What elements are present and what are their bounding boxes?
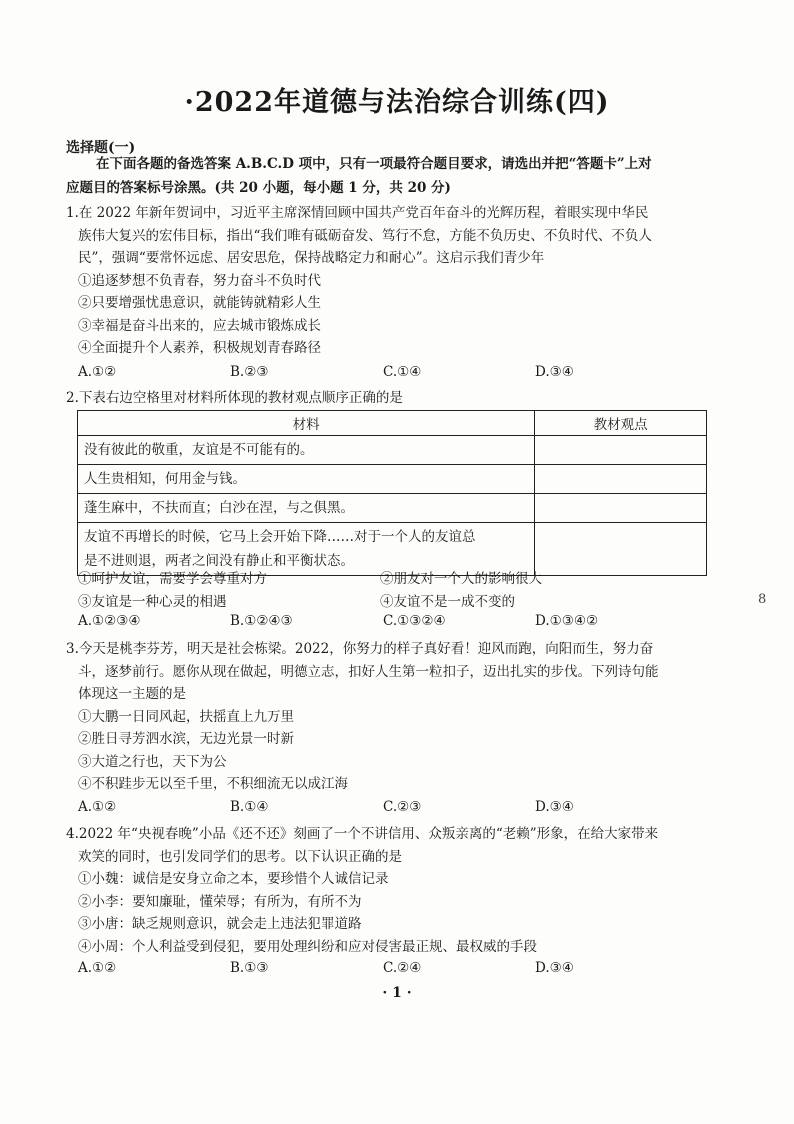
- table-header: 教材观点: [535, 411, 707, 436]
- answer-options: [78, 799, 678, 821]
- answer-options: [78, 364, 678, 386]
- question-1: [66, 202, 716, 360]
- option-a: A.①②: [78, 364, 117, 380]
- option-d: D.③④: [535, 364, 574, 380]
- option-c: C.②④: [383, 960, 422, 976]
- question-2: [66, 387, 716, 410]
- option-a: A.①②③④: [78, 613, 141, 629]
- question-stem-line: 3.今天是桃李芬芳，明天是社会栋梁。2022，你努力的样子真好看！迎风而跑，向阳而生，努力奋: [66, 641, 654, 657]
- instruction-line: 应题目的答案标号涂黑。(共 20 小题，每小题 1 分，共 20 分): [66, 180, 451, 196]
- table-cell: 蓬生麻中，不扶而直；白沙在涅，与之俱黑。: [78, 494, 535, 523]
- answer-options: [78, 960, 678, 982]
- question-stem-line: 1.在 2022 年新年贺词中，习近平主席深情回顾中国共产党百年奋斗的光辉历程，着眼实现中华民: [66, 205, 649, 221]
- table-header-row: [78, 411, 707, 436]
- table-cell: 人生贵相知，何用金与钱。: [78, 465, 535, 494]
- table-header: 材料: [78, 411, 535, 436]
- statement-item: ①大鹏一日同风起，扶摇直上九万里: [78, 708, 294, 725]
- statement-item: ③大道之行也，天下为公: [78, 753, 227, 770]
- question-3: [66, 638, 716, 796]
- question-stem-line: 族伟大复兴的宏伟目标，指出“我们唯有砥砺奋发、笃行不怠，方能不负历史、不负时代、不负人: [78, 227, 652, 244]
- option-b: B.①②④③: [230, 613, 293, 629]
- option-b: B.①③: [230, 960, 269, 976]
- statement-item: ③幸福是奋斗出来的，应去城市锻炼成长: [78, 317, 321, 334]
- option-c: C.①④: [383, 364, 422, 380]
- option-d: D.③④: [535, 799, 574, 815]
- option-c: C.①③②④: [383, 613, 446, 629]
- option-b: B.①④: [230, 799, 269, 815]
- table-cell-line: 友谊不再增长的时候，它马上会开始下降……对于一个人的友谊总: [84, 529, 476, 545]
- margin-mark: 8: [758, 592, 767, 607]
- statement-item: ①小魏：诚信是安身立命之本，要珍惜个人诚信记录: [78, 871, 389, 887]
- table-cell: 没有彼此的敬重，友谊是不可能有的。: [78, 436, 535, 465]
- statement-item: ①追逐梦想不负青春，努力奋斗不负时代: [78, 272, 321, 289]
- table-cell-line: 是不进则退，两者之间没有静止和平衡状态。: [84, 553, 354, 569]
- statement-item: ②只要增强忧患意识，就能铸就精彩人生: [78, 295, 321, 311]
- statement-row: [78, 567, 698, 589]
- statement-row: [78, 590, 698, 612]
- material-table: [77, 410, 707, 576]
- question-stem-line: 2.下表右边空格里对材料所体现的教材观点顺序正确的是: [66, 390, 403, 406]
- table-row: [78, 465, 707, 494]
- option-d: D.③④: [535, 960, 574, 976]
- statement-item: ③友谊是一种心灵的相遇: [78, 594, 227, 610]
- question-stem-line: 体现这一主题的是: [78, 686, 186, 702]
- statement-item: ②小李：要知廉耻，懂荣辱；有所为，有所不为: [78, 893, 362, 910]
- instructions: [66, 152, 716, 200]
- answer-blank[interactable]: [535, 436, 707, 465]
- question-4: [66, 823, 716, 958]
- question-stem-line: 斗，逐梦前行。愿你从现在做起，明德立志，扣好人生第一粒扣子，迈出扎实的步伐。下列诗句能: [78, 663, 659, 680]
- table-row: [78, 436, 707, 465]
- option-b: B.②③: [230, 364, 269, 380]
- statement-item: ④友谊不是一成不变的: [380, 594, 515, 610]
- statement-item: ④全面提升个人素养，积极规划青春路径: [78, 340, 321, 356]
- option-a: A.①②: [78, 960, 117, 976]
- statement-item: ④不积跬步无以至千里，不积细流无以成江海: [78, 776, 348, 792]
- statement-item: ③小唐：缺乏规则意识，就会走上违法犯罪道路: [78, 916, 362, 932]
- question-stem-line: 民”，强调“要常怀远虑、居安思危，保持战略定力和耐心”。这启示我们青少年: [78, 250, 545, 266]
- question-stem-line: 欢笑的同时，也引发同学们的思考。以下认识正确的是: [78, 848, 402, 865]
- answer-blank[interactable]: [535, 494, 707, 523]
- table-row: [78, 494, 707, 523]
- statement-item: ①呵护友谊，需要学会尊重对方: [78, 571, 267, 587]
- question-stem-line: 4.2022 年“央视春晚”小品《还不还》刻画了一个不讲信用、众叛亲离的“老赖”形象，在给大家带来: [66, 826, 659, 842]
- page-title: ·2022年道德与法治综合训练(四): [184, 87, 610, 118]
- statement-item: ②朋友对一个人的影响很大: [380, 571, 542, 587]
- statement-item: ④小周：个人利益受到侵犯，要用处理纠纷和应对侵害最正规、最权威的手段: [78, 938, 537, 955]
- answer-blank[interactable]: [535, 465, 707, 494]
- instruction-line: 在下面各题的备选答案 A.B.C.D 项中，只有一项最符合题目要求，请选出并把“答题卡”上对: [96, 156, 652, 172]
- answer-options: [78, 613, 678, 635]
- option-d: D.①③④②: [535, 613, 599, 629]
- option-c: C.②③: [383, 799, 422, 815]
- option-a: A.①②: [78, 799, 117, 815]
- page-number: · 1 ·: [382, 985, 412, 1001]
- section-title: 选择题(一): [66, 140, 136, 156]
- statement-item: ②胜日寻芳泗水滨，无边光景一时新: [78, 731, 294, 747]
